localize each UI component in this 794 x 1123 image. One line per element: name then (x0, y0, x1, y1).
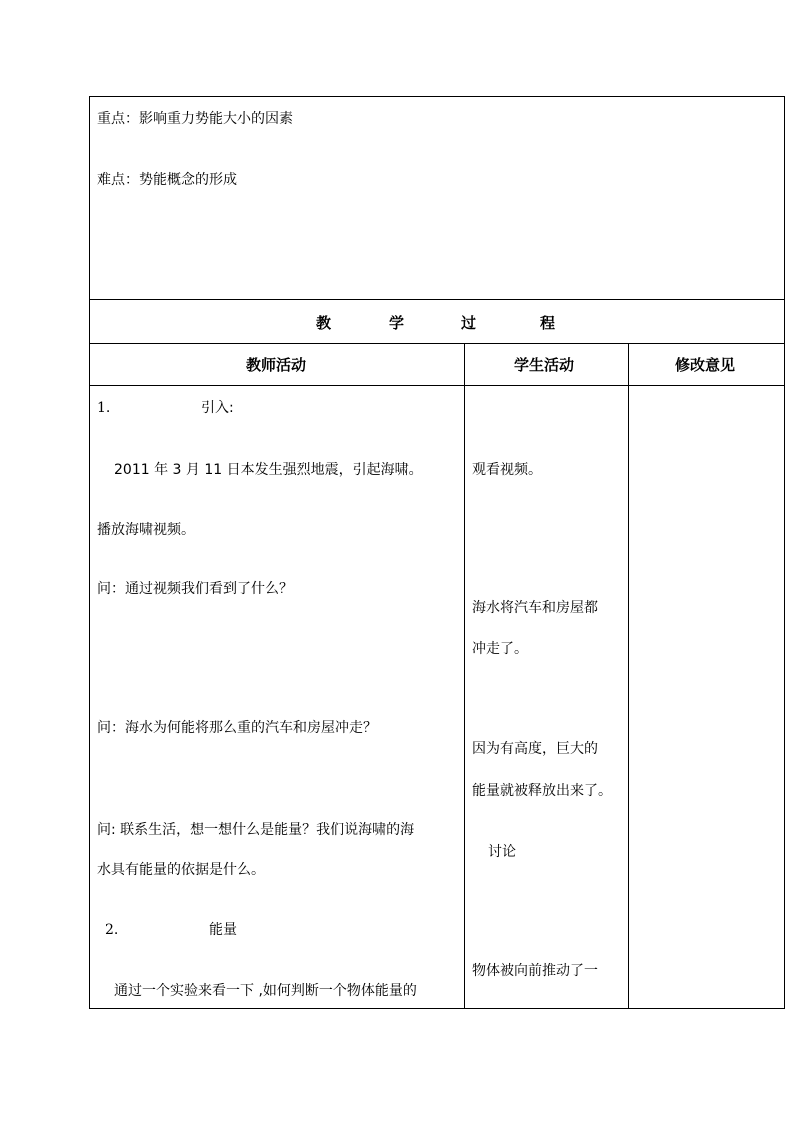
column-divider-2 (628, 343, 629, 1009)
teacher-experiment-line: 通过一个实验来看一下 ,如何判断一个物体能量的 (114, 983, 417, 999)
section-2-title: 能量 (209, 922, 237, 938)
process-header-char-2: 学 (389, 314, 405, 332)
teacher-question-2: 问：海水为何能将那么重的汽车和房屋冲走？ (97, 720, 377, 736)
column-header-teacher: 教师活动 (246, 356, 307, 374)
section-1-number: 1. (97, 400, 111, 416)
teacher-question-1: 问：通过视频我们看到了什么？ (97, 581, 293, 597)
process-header-bottom-border (89, 343, 785, 344)
table-left-border (89, 96, 90, 1009)
process-header-char-3: 过 (461, 314, 477, 332)
student-watch-video: 观看视频。 (472, 462, 542, 478)
column-divider-1 (464, 343, 465, 1009)
process-header-char-1: 教 (316, 314, 332, 332)
student-answer-1-line-1: 海水将汽车和房屋都 (472, 600, 598, 616)
table-right-border (784, 96, 785, 1009)
table-top-border (89, 96, 785, 97)
section-1-title: 引入: (201, 400, 234, 416)
student-answer-1-line-2: 冲走了。 (472, 641, 528, 657)
process-header-char-4: 程 (540, 314, 556, 332)
teacher-video-line: 播放海啸视频。 (97, 522, 195, 538)
student-answer-2-line-2: 能量就被释放出来了。 (472, 783, 612, 799)
student-pushed-line: 物体被向前推动了一 (472, 963, 598, 979)
section-2-number: 2. (105, 922, 119, 938)
column-header-bottom-border (89, 385, 785, 386)
key-point: 重点：影响重力势能大小的因素 (97, 111, 293, 127)
table-bottom-border (89, 1008, 785, 1009)
column-header-revision: 修改意见 (675, 356, 736, 374)
student-discuss: 讨论 (488, 844, 516, 860)
student-answer-2-line-1: 因为有高度，巨大的 (472, 741, 598, 757)
teacher-question-3-line-1: 问: 联系生活，想一想什么是能量？我们说海啸的海 (97, 822, 415, 838)
focus-bottom-border (89, 299, 785, 300)
column-header-student: 学生活动 (514, 356, 575, 374)
teacher-question-3-line-2: 水具有能量的依据是什么。 (97, 862, 265, 878)
teacher-event-line: 2011 年 3 月 11 日本发生强烈地震，引起海啸。 (114, 462, 423, 478)
difficult-point: 难点：势能概念的形成 (97, 172, 237, 188)
